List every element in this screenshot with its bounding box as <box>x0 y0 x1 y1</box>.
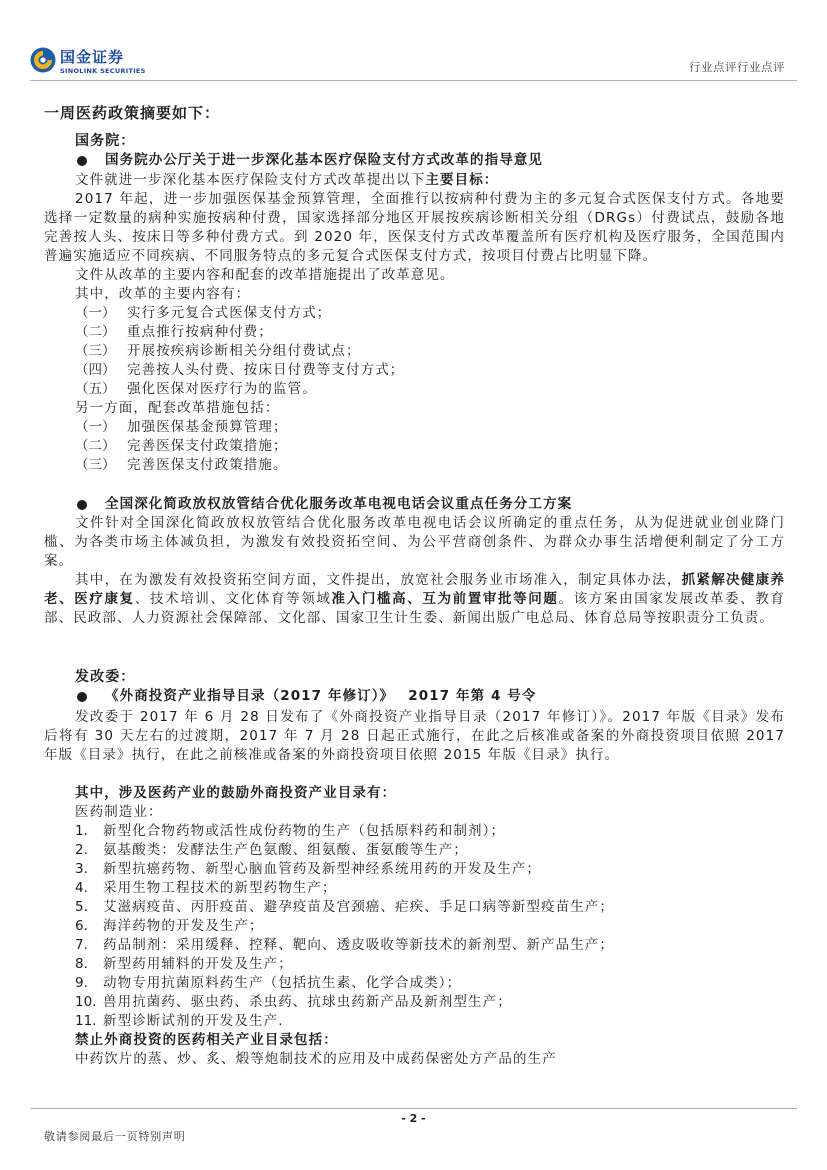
list-item-text: 重点推行按病种付费； <box>127 324 273 340</box>
list-item <box>44 361 785 380</box>
policy-title-1-text: 国务院办公厅关于进一步深化基本医疗保险支付方式改革的指导意见 <box>105 152 543 168</box>
bullet-icon <box>77 500 87 510</box>
industry-category: 医药制造业： <box>75 804 163 820</box>
list-item <box>44 323 785 342</box>
list-item-number: （二） <box>75 324 116 340</box>
list-item <box>44 456 785 475</box>
paragraph-bold-segment: 抓紧解决健康养老、医疗康复 <box>44 572 785 607</box>
catalog-paragraph: 发改委于 2017 年 6 月 28 日发布了《外商投资产业指导目录（2017 年修订）》。2017 年版《目录》发布后将有 30 天左右的过渡期，2017 年 7 月 28 日起正式施行，在此之后核准或备案的外商投资项目依照 2017 年版《目录》执行，在此之前核准或备案的外商投资项目依照 2015 年版《目录》执行。 <box>44 709 785 763</box>
list-item-text: 完善医保支付政策措施； <box>127 438 288 454</box>
reform-summary: 文件从改革的主要内容和配套的改革措施提出了改革意见。 <box>75 267 455 283</box>
goals-intro <box>44 171 785 190</box>
list-item-text: 完善医保支付政策措施。 <box>127 457 288 473</box>
list-item <box>44 879 785 898</box>
list-item <box>44 955 785 974</box>
main-content-heading: 其中，改革的主要内容有： <box>75 286 251 302</box>
list-item-number: 2. <box>75 842 88 858</box>
list-item-text: 加强医保基金预算管理； <box>127 419 288 435</box>
list-item-number: 3. <box>75 861 88 877</box>
page-title: 一周医药政策摘要如下： <box>44 104 221 122</box>
list-item-text: 完善按人头付费、按床日付费等支付方式； <box>127 362 405 378</box>
list-item-text: 艾滋病疫苗、丙肝疫苗、避孕疫苗及宫颈癌、疟疾、手足口病等新型疫苗生产； <box>103 899 614 915</box>
list-item-text: 实行多元复合式医保支付方式； <box>127 305 332 321</box>
list-item-number: （五） <box>75 381 116 397</box>
paragraph-segment: 。该方案由国家发展改革委、教育部、民政部、人力资源社会保障部、文化部、国家卫生计生委、新闻出版广电总局、体育总局等按职责分工负责。 <box>44 591 786 626</box>
policy-title-1 <box>44 151 785 170</box>
bullet-icon <box>77 692 87 702</box>
list-item <box>44 822 785 841</box>
policy-title-3 <box>44 687 785 706</box>
ndrc-heading: 发改委： <box>75 669 136 685</box>
prohibited-catalog-heading: 禁止外商投资的医药相关产业目录包括： <box>75 1032 338 1048</box>
list-item-number: 9. <box>75 975 88 991</box>
list-item-number: （二） <box>75 438 116 454</box>
logo-company-name: 国金证券 <box>60 48 125 66</box>
list-item-text: 新型抗癌药物、新型心脑血管药及新型神经系统用药的开发及生产； <box>103 861 541 877</box>
list-item <box>44 936 785 955</box>
list-item-number: 11. <box>75 1013 97 1029</box>
footer-disclaimer: 敬请参阅最后一页特别声明 <box>44 1130 186 1143</box>
list-item <box>44 860 785 879</box>
report-type-label: 行业点评行业点评 <box>689 60 785 74</box>
list-item-number: 5. <box>75 899 88 915</box>
policy-title-2 <box>44 495 785 514</box>
list-item-text: 开展按疾病诊断相关分组付费试点； <box>127 343 361 359</box>
list-item-number: （四） <box>75 362 116 378</box>
paragraph-segment: 其中，在为激发有效投资拓空间方面，文件提出，放宽社会服务业市场准入，制定具体办法， <box>75 572 682 588</box>
list-item <box>44 304 785 323</box>
investment-space-paragraph <box>44 571 785 628</box>
list-item-text: 氨基酸类：发酵法生产色氨酸、组氨酸、蛋氨酸等生产； <box>103 842 468 858</box>
list-item-text: 强化医保对医疗行为的监管。 <box>127 381 317 397</box>
logo-company-name-en: SINOLINK SECURITIES <box>60 67 146 75</box>
paragraph-segment: 、技术培训、文化体育等领域 <box>134 591 332 607</box>
list-item <box>44 437 785 456</box>
list-item-text: 新型化合物药物或活性成份药物的生产（包括原料药和制剂）； <box>103 823 506 839</box>
list-item-text: 采用生物工程技术的新型药物生产； <box>103 880 337 896</box>
state-council-heading: 国务院： <box>75 133 136 149</box>
policy-title-3-text: 《外商投资产业指导目录（2017 年修订）》 <box>105 688 395 704</box>
list-item-number: 1. <box>75 823 88 839</box>
goals-intro-bold: 主要目标： <box>425 172 499 188</box>
list-item-number: 4. <box>75 880 88 896</box>
list-item-number: 10. <box>75 994 97 1010</box>
page-number: - 2 - <box>401 1112 426 1125</box>
list-item <box>44 917 785 936</box>
goals-paragraph: 2017 年起，进一步加强医保基金预算管理，全面推行以按病种付费为主的多元复合式医保支付方式。各地要选择一定数量的病种实施按病种付费，国家选择部分地区开展按疾病诊断相关分组（DRGs）付费试点，鼓励各地完善按人头、按床日等多种付费方式。到 2020 年，医保支付方式改革覆盖所有医疗机构及医疗服务，全国范围内普遍实施适应不同疾病、不同服务特点的多元复合式医保支付方式，按项目付费占比明显下降。 <box>44 191 785 264</box>
policy-title-2-text: 全国深化简政放权放管结合优化服务改革电视电话会议重点任务分工方案 <box>105 496 573 512</box>
company-logo-icon <box>30 47 56 73</box>
list-item-text: 新型诊断试剂的开发及生产. <box>103 1013 284 1029</box>
support-measures-heading: 另一方面，配套改革措施包括： <box>75 400 280 416</box>
list-item <box>44 342 785 361</box>
list-item-number: 6. <box>75 918 88 934</box>
bullet-icon <box>77 156 87 166</box>
policy-order-number: 2017 年第 4 号令 <box>408 688 537 704</box>
goals-intro-text: 文件就进一步深化基本医疗保险支付方式改革提出以下 <box>75 172 426 188</box>
list-item-number: （三） <box>75 343 116 359</box>
paragraph-bold-segment: 准入门槛高、互为前置审批等问题 <box>331 591 559 607</box>
list-item-number: 7. <box>75 937 88 953</box>
list-item-number: （三） <box>75 457 116 473</box>
list-item <box>44 380 785 399</box>
list-item-text: 药品制剂：采用缓释、控释、靶向、透皮吸收等新技术的新剂型、新产品生产； <box>103 937 614 953</box>
list-item-number: （一） <box>75 419 116 435</box>
task-plan-paragraph: 文件针对全国深化简政放权放管结合优化服务改革电视电话会议所确定的重点任务，从为促进就业创业降门槛、为各类市场主体减负担，为激发有效投资拓空间、为公平营商创条件、为群众办事生活增便利制定了分工方案。 <box>44 515 785 569</box>
list-item <box>44 418 785 437</box>
list-item <box>44 898 785 917</box>
list-item-text: 海洋药物的开发及生产； <box>103 918 264 934</box>
encouraged-catalog-heading: 其中，涉及医药产业的鼓励外商投资产业目录有： <box>75 785 397 801</box>
list-item <box>44 974 785 993</box>
list-item <box>44 993 785 1012</box>
list-item <box>44 841 785 860</box>
list-item <box>44 1012 785 1031</box>
header-divider <box>30 80 797 81</box>
list-item-text: 动物专用抗菌原料药生产（包括抗生素、化学合成类）； <box>103 975 462 991</box>
list-item-number: （一） <box>75 305 116 321</box>
list-item-text: 新型药用辅料的开发及生产； <box>103 956 293 972</box>
prohibited-catalog-item: 中药饮片的蒸、炒、炙、煅等炮制技术的应用及中成药保密处方产品的生产 <box>75 1051 557 1067</box>
footer-divider <box>30 1108 797 1109</box>
list-item-text: 兽用抗菌药、驱虫药、杀虫药、抗球虫药新产品及新剂型生产； <box>103 994 512 1010</box>
report-body <box>44 104 785 1069</box>
list-item-number: 8. <box>75 956 88 972</box>
